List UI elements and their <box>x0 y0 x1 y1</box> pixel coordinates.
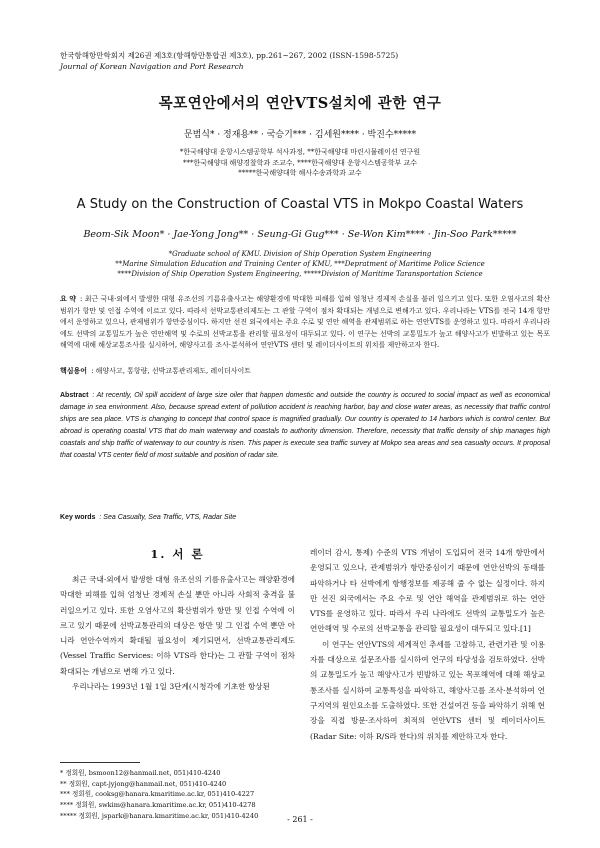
footnote-divider <box>60 762 140 763</box>
footnotes <box>60 768 310 822</box>
authors-english: Beom-Sik Moon* · Jae-Yong Jong** · Seung-Gi Gug*** · Se-Won Kim**** · Jin-Soo Park***** <box>83 229 517 240</box>
body-column-left <box>60 572 295 694</box>
keywords-korean <box>60 365 550 378</box>
section-heading-introduction: 1. 서 론 <box>150 547 205 561</box>
authors-korean: 문범식* · 정재용** · 국승기*** · 김세원**** · 박진수***** <box>183 130 417 140</box>
keywords-korean-text: : 해양사고, 통항량, 선박교통관리제도, 레이더사이트 <box>91 367 251 375</box>
keywords-english-label: Key words <box>60 514 96 521</box>
body-paragraph: 최근 국내·외에서 발생한 대형 유조선의 기름유출사고는 해양환경에 막대한 피해를 입혀 엄청난 경제적 손실 뿐만 아니라 사회적 충격을 불러일으키고 있다. 또한 오염사고의 확산범위가 항만 및 인접 수역에 이르고 있기 때문에 선박교통관리의 대상은 항만 및 그 인접 수역 뿐만 아니라 연안수역까지 확대될 필요성이 제기되면서, 선박교통관리제도(Vessel Traffic Services: 이하 VTS라 한다)는 그 관할 구역이 점차 확대되는 개념으로 변해 가고 있다. <box>60 575 295 676</box>
affiliations-english <box>0 249 600 279</box>
journal-name-en: Journal of Korean Navigation and Port Research <box>60 62 244 71</box>
body-paragraph: 이 연구는 연안VTS의 세계적인 추세를 고찰하고, 관련기관 및 이용자를 대상으로 설문조사를 실시하여 연구의 타당성을 검토하였다. 선박의 교통밀도가 높고 해양사고가 빈발하고 있는 목포해역에 대해 해상교통조사를 실시하여 교통특성을 파악하고, 해양사고를 조사·분석하여 연구지역의 원인요소를 도출하였다. 또한 건설여건 등을 파악하기 위해 현장을 직접 방문·조사하여 최적의 연안VTS 센터 및 레이더사이트(Radar Site: 이하 R/S라 한다)의 위치를 제안하고자 한다. <box>310 639 545 741</box>
title-korean: 목포연안에서의 연안VTS설치에 관한 연구 <box>158 95 442 112</box>
footnote: **** 정회원, swkim@hanara.kmaritime.ac.kr, 051)410-4278 <box>60 801 256 810</box>
journal-citation-kr: 한국항해항만학회지 제26권 제3호(항해항만통합권 제3호), pp.261~267, 2002 (ISSN-1598-5725) <box>60 51 399 60</box>
abstract-english <box>60 390 550 462</box>
body-paragraph: 우리나라는 1993년 1월 1일 3단계(시청각에 기초한 항상된 <box>72 682 270 692</box>
affiliation-line: *****한국해양대학 해사수송과학과 교수 <box>238 169 362 177</box>
abstract-korean-text: : 최근 국내·외에서 발생한 대형 유조선의 기름유출사고는 해양환경에 막대한 피해를 입혀 엄청난 경제적 손실을 불러 일으키고 있다. 또한 오염사고의 확산 범위가 항만 및 인접 수역에 이르고 있다. 따라서 선박교통관리제도는 그 관할 구역이 점차 확대되는 개념으로 변해가고 있다. 우리나라는 VTS를 전국 14개 항만에서 운영하고 있으나, 관제범위가 항만중심이다. 하지만 선진 외국에서는 주요 수로 및 연안 해역을 관제범위로 하는 연안VTS를 운영하고 있다. 따라서 우리나라에도 선박의 교통밀도가 높은 연안해역 및 수로의 선박교통을 관리할 필요성이 대두되고 있다. 이 연구는 선박의 교통밀도가 높고 해양사고가 빈발하고 있는 목포해역에 대해 해상교통조사를 실시하여, 해양사고를 조사·분석하여 연안VTS 센터 및 레이더사이트의 위치를 제안하고자 한다. <box>60 295 550 349</box>
footnote: *** 정회원, cooksg@hanara.kmaritime.ac.kr, 051)410-4227 <box>60 790 255 799</box>
body-paragraph: 레이더 감시, 통제) 수준의 VTS 개념이 도입되어 전국 14개 항만에서 운영되고 있으나, 관제범위가 항만중심이기 때문에 연안선박의 동태를 파악하거나 타 선박에게 항행정보를 제공해 줄 수 없는 실정이다. 하지만 선진 외국에서는 주요 수로 및 연안 해역을 관제범위로 하는 연안VTS를 운영하고 있다. 따라서 우리 나라에도 선박의 교통밀도가 높은 연안해역 및 수로의 선박교통을 관리할 필요성이 대두되고 있다.[1] <box>310 548 545 634</box>
keywords-english-text: : Sea Casualty, Sea Traffic, VTS, Radar Site <box>99 514 237 521</box>
affiliation-line: **Marine Simulation Education and Training Center of KMU, ***Depratment of Maritime Police Science <box>115 260 485 268</box>
affiliation-line: ****Division of Ship Operation System Engineering, *****Division of Maritime Taransportation Science <box>117 270 483 278</box>
affiliation-line: *한국해양대 운항시스템공학부 석사과정, **한국해양대 마린시뮬레이션 연구원 <box>179 148 421 156</box>
footnote: ***** 정회원, jspark@hanara.kmaritime.ac.kr, 051)410-4240 <box>60 811 259 820</box>
keywords-english <box>60 512 550 524</box>
body-column-right <box>310 545 545 744</box>
abstract-korean <box>60 293 550 352</box>
journal-header <box>60 50 398 72</box>
footnote: * 정회원, bsmoon12@hanmail.net, 051)410-4240 <box>60 769 221 777</box>
keywords-korean-label: 핵심용어 <box>60 366 88 375</box>
footnote: ** 정회원, capt-jyjong@hanmail.net, 051)410-4240 <box>60 779 227 788</box>
abstract-english-label: Abstract <box>60 392 89 399</box>
page-number: - 261 - <box>287 815 313 824</box>
abstract-english-text: : At recently, Oil spill accident of large size oiler that happen domestic and outside the country is occured to social impact as well as economical damage in sea environment. Also, because spread extent of pollution accident is reaching harbor, bay and close water areas, as necessity that traffic control ships are sea place. VTS is changing to concept that control space is magnified gradually. Our country is operated to 14 harbors which is control center. But abroad is operating coastal VTS that do main waterway and coastals to authority dimension. Therefore, necessity that traffic density of ship manages high coastals and ship traffic of waterway to our country is risen. This paper is execute sea traffic survey at Mokpo sea areas and sea casualty occurs. It proposal that coastal VTS center field of most suitable and position of radar site. <box>60 392 550 459</box>
affiliation-line: *Graduate school of KMU. Division of Ship Operation System Engineering <box>168 250 432 258</box>
affiliation-line: ***한국해양대 해양경찰학과 조교수, ****한국해양대 운항시스템공학부 교수 <box>183 158 417 167</box>
affiliations-korean <box>0 147 600 179</box>
abstract-korean-label: 요 약 <box>60 294 77 303</box>
title-english: A Study on the Construction of Coastal VTS in Mokpo Coastal Waters <box>76 197 524 212</box>
